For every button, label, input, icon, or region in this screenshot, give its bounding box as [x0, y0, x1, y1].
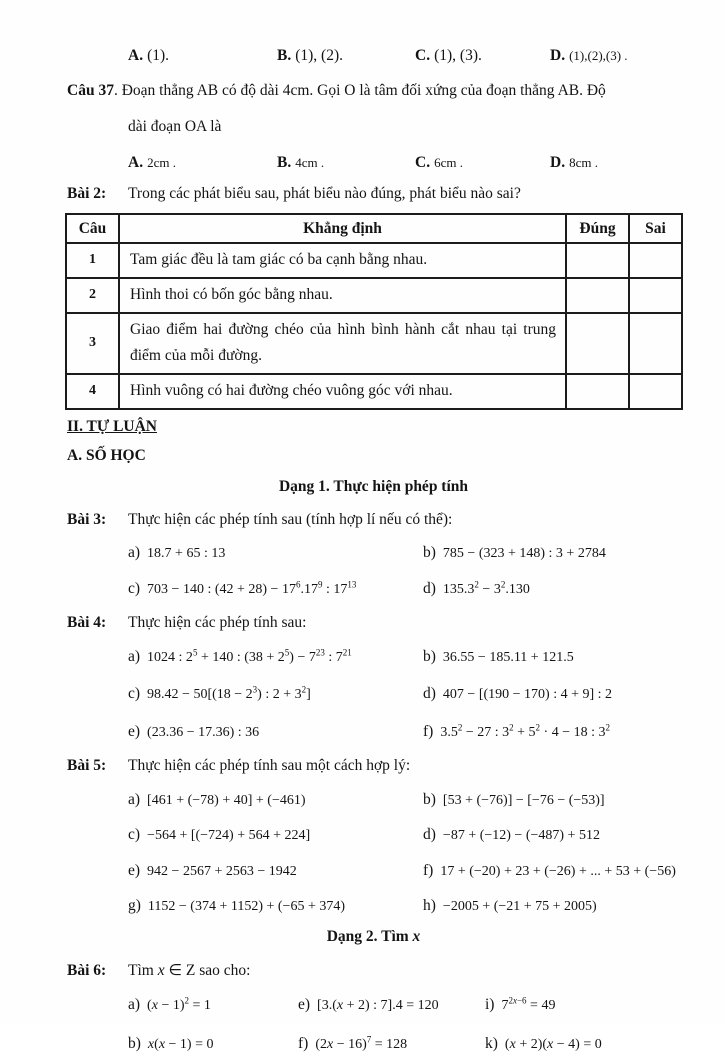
option-value: (1), (3). [434, 47, 482, 64]
item-label: b) [423, 544, 436, 562]
q36-options-row [128, 46, 680, 66]
table-row [66, 313, 682, 374]
option-letter: C. [415, 47, 431, 64]
bai6-label: Bài 6: [67, 961, 107, 979]
option-value: 6cm . [434, 155, 463, 171]
section-2-title: II. TỰ LUẬN [67, 417, 158, 435]
item-label: a) [128, 647, 141, 665]
math-expression: 17 + (−20) + 23 + (−26) + ... + 53 + (−56) [440, 863, 676, 879]
bai6-item-b [128, 1034, 298, 1054]
bai5-item-b [423, 790, 680, 810]
bai6-items-row-2 [128, 1034, 680, 1054]
math-expression: −87 + (−12) − (−487) + 512 [442, 828, 600, 844]
bai4-item-a [128, 647, 423, 667]
option-value: (1),(2),(3) . [569, 48, 628, 63]
bai3-item-c [128, 579, 423, 599]
item-label: f) [423, 861, 434, 879]
row-number: 3 [66, 313, 119, 374]
statement-text: Giao điểm hai đường chéo của hình bình hành cắt nhau tại trung điểm của mỗi đường. [119, 313, 566, 374]
bai6-items-row-1 [128, 995, 680, 1015]
math-expression: $3.5^2 - 27$ : $3^2 + 5^2 \cdot 4 - 18$ : $3^2$ [440, 722, 610, 740]
question-37-label: Câu 37 [67, 82, 114, 100]
math-expression: $135.3^2 - 3^2.130$ [442, 579, 530, 597]
q37-option-a [128, 153, 277, 173]
bai5-intro: Thực hiện các phép tính sau một cách hợp lý: [128, 757, 411, 775]
item-label: b) [128, 1034, 141, 1052]
q36-option-d [550, 46, 680, 66]
bai5-label: Bài 5: [67, 757, 107, 775]
option-letter: B. [277, 47, 292, 64]
item-label: d) [423, 579, 436, 597]
row-number: 1 [66, 243, 119, 278]
table-header-row [66, 214, 682, 243]
bai6-item-f [298, 1034, 485, 1054]
q36-option-c [415, 46, 550, 66]
sai-cell [629, 374, 682, 409]
statement-text: Hình vuông có hai đường chéo vuông góc với nhau. [119, 374, 566, 409]
row-number: 2 [66, 278, 119, 313]
bai5-item-c [128, 825, 423, 845]
math-expression: 407 − [(190 − 170) : 4 + 9] : 2 [442, 687, 613, 703]
q37-options-row [128, 153, 680, 173]
bai3-item-d [423, 579, 680, 599]
bai4-items-row-3 [128, 722, 680, 742]
option-letter: B. [277, 154, 292, 172]
option-letter: D. [550, 47, 566, 64]
math-expression: x ∈ Z [157, 961, 196, 979]
math-expression: 942 − 2567 + 2563 − 1942 [147, 863, 297, 879]
bai5-items-row-4 [128, 896, 680, 916]
bai5-items-row-3 [128, 861, 680, 881]
bai2-intro: Trong các phát biểu sau, phát biểu nào đúng, phát biểu nào sai? [128, 184, 521, 202]
option-value: 4cm . [295, 155, 325, 171]
item-label: e) [298, 996, 311, 1014]
statements-table [65, 213, 683, 409]
item-label: g) [128, 897, 141, 915]
math-expression: 785 − (323 + 148) : 3 + 2784 [442, 546, 606, 562]
bai4-item-c [128, 684, 423, 704]
bai3-item-a [128, 543, 423, 563]
table-row [66, 278, 682, 313]
option-value: 2cm . [147, 155, 176, 171]
question-37-line1 [67, 81, 680, 101]
bai6-item-e [298, 995, 485, 1015]
math-expression: [461 + (−78) + 40] + (−461) [147, 792, 306, 808]
question-37-text: . Đoạn thẳng AB có độ dài 4cm. Gọi O là tâm đối xứng của đoạn thẳng AB. Độ [113, 82, 606, 100]
col-header-cau: Câu [66, 214, 119, 243]
item-label: i) [485, 996, 495, 1014]
item-label: f) [423, 722, 434, 740]
item-label: c) [128, 685, 141, 703]
option-value: 8cm . [569, 155, 598, 171]
dang1-title: Dạng 1. Thực hiện phép tính [278, 478, 469, 496]
math-expression: $98.42 - 50[(18 - 2^3)$ : $2 + 3^2$] [147, 684, 311, 703]
math-expression: −564 + [(−724) + 564 + 224] [147, 828, 311, 844]
item-label: b) [423, 647, 436, 665]
bai3-label: Bài 3: [67, 510, 107, 528]
bai3-heading [67, 510, 680, 530]
bai6-intro: Tìm x ∈ Z sao cho: [128, 961, 251, 979]
item-label: c) [128, 579, 141, 597]
bai5-item-f [423, 861, 680, 881]
bai4-item-e [128, 722, 423, 742]
bai5-item-a [128, 790, 423, 810]
bai6-item-i [485, 995, 680, 1015]
statement-text: Hình thoi có bốn góc bằng nhau. [119, 278, 566, 313]
math-expression: 36.55 − 185.11 + 121.5 [442, 649, 574, 665]
option-value: (1). [147, 47, 170, 64]
item-label: c) [128, 826, 141, 844]
math-expression: [3.(x + 2) : 7].4 = 120 [317, 998, 439, 1014]
bai6-item-k [485, 1034, 680, 1054]
bai4-heading [67, 613, 680, 633]
q37-option-b [277, 153, 415, 173]
math-expression: −2005 + (−21 + 75 + 2005) [442, 899, 597, 915]
item-label: h) [423, 897, 436, 915]
bai4-intro: Thực hiện các phép tính sau: [128, 614, 307, 632]
item-label: a) [128, 790, 141, 808]
math-expression: x(x − 1) = 0 [147, 1036, 214, 1052]
table-row [66, 374, 682, 409]
table-row [66, 243, 682, 278]
math-expression: $(x - 1)^2 = 1$ [147, 995, 211, 1014]
math-expression: 703 − 140 : $(42 + 28) - 17^6.17^9$ : $17^{13}$ [147, 579, 357, 597]
item-label: a) [128, 544, 141, 562]
option-letter: C. [415, 154, 431, 172]
section-a-title: A. SỐ HỌC [67, 447, 146, 464]
math-expression: 1024 : $2^5 + 140$ : $(38 + 2^5) - 7^{23}$ : $7^{21}$ [147, 647, 352, 665]
bai5-items-row-1 [128, 790, 680, 810]
bai6-heading [67, 961, 680, 981]
bai5-item-d [423, 825, 680, 845]
option-letter: A. [128, 154, 144, 172]
bai5-item-h [423, 896, 680, 916]
bai4-items-row-2 [128, 684, 680, 704]
bai6-item-a [128, 995, 298, 1015]
bai3-items-row-1 [128, 543, 680, 563]
option-value: (1), (2). [295, 47, 343, 64]
bai4-item-b [423, 647, 680, 667]
math-expression: 18.7 + 65 : 13 [147, 546, 226, 562]
bai2-label: Bài 2: [67, 184, 107, 202]
dang2-title: Dạng 2. Tìm x [326, 928, 421, 946]
item-label: k) [485, 1034, 498, 1052]
dung-cell [566, 374, 629, 409]
bai3-items-row-2 [128, 579, 680, 599]
variable-x: x [412, 928, 421, 946]
bai3-item-b [423, 543, 680, 563]
question-37-line2: dài đoạn OA là [128, 118, 222, 136]
sai-cell [629, 243, 682, 278]
math-expression: $(2x - 16)^7 = 128$ [315, 1034, 408, 1052]
sai-cell [629, 278, 682, 313]
option-letter: A. [128, 47, 144, 64]
q37-option-d [550, 153, 680, 173]
math-expression: [53 + (−76)] − [−76 − (−53)] [442, 792, 605, 808]
row-number: 4 [66, 374, 119, 409]
dung-cell [566, 278, 629, 313]
bai4-item-d [423, 684, 680, 704]
math-expression: (x + 2)(x − 4) = 0 [504, 1036, 602, 1052]
bai4-label: Bài 4: [67, 614, 107, 632]
dung-cell [566, 243, 629, 278]
math-expression: $7^{2x-6} = 49$ [501, 995, 556, 1014]
bai5-heading [67, 756, 680, 776]
item-label: b) [423, 790, 436, 808]
bai2-heading [67, 184, 680, 204]
item-label: e) [128, 861, 141, 879]
item-label: d) [423, 826, 436, 844]
bai4-item-f [423, 722, 680, 742]
q37-option-c [415, 153, 550, 173]
item-label: d) [423, 685, 436, 703]
col-header-khang-dinh: Khẳng định [119, 214, 566, 243]
dung-cell [566, 313, 629, 374]
col-header-sai: Sai [629, 214, 682, 243]
q36-option-b [277, 46, 415, 66]
bai5-item-g [128, 896, 423, 916]
q36-option-a [128, 46, 277, 66]
math-expression: 1152 − (374 + 1152) + (−65 + 374) [147, 899, 346, 915]
bai5-items-row-2 [128, 825, 680, 845]
sai-cell [629, 313, 682, 374]
bai4-items-row-1 [128, 647, 680, 667]
item-label: e) [128, 722, 141, 740]
item-label: a) [128, 996, 141, 1014]
option-letter: D. [550, 154, 566, 172]
math-expression: (23.36 − 17.36) : 36 [147, 724, 260, 740]
bai5-item-e [128, 861, 423, 881]
statement-text: Tam giác đều là tam giác có ba cạnh bằng nhau. [119, 243, 566, 278]
col-header-dung: Đúng [566, 214, 629, 243]
item-label: f) [298, 1034, 309, 1052]
bai3-intro: Thực hiện các phép tính sau (tính hợp lí nếu có thể): [128, 510, 453, 528]
